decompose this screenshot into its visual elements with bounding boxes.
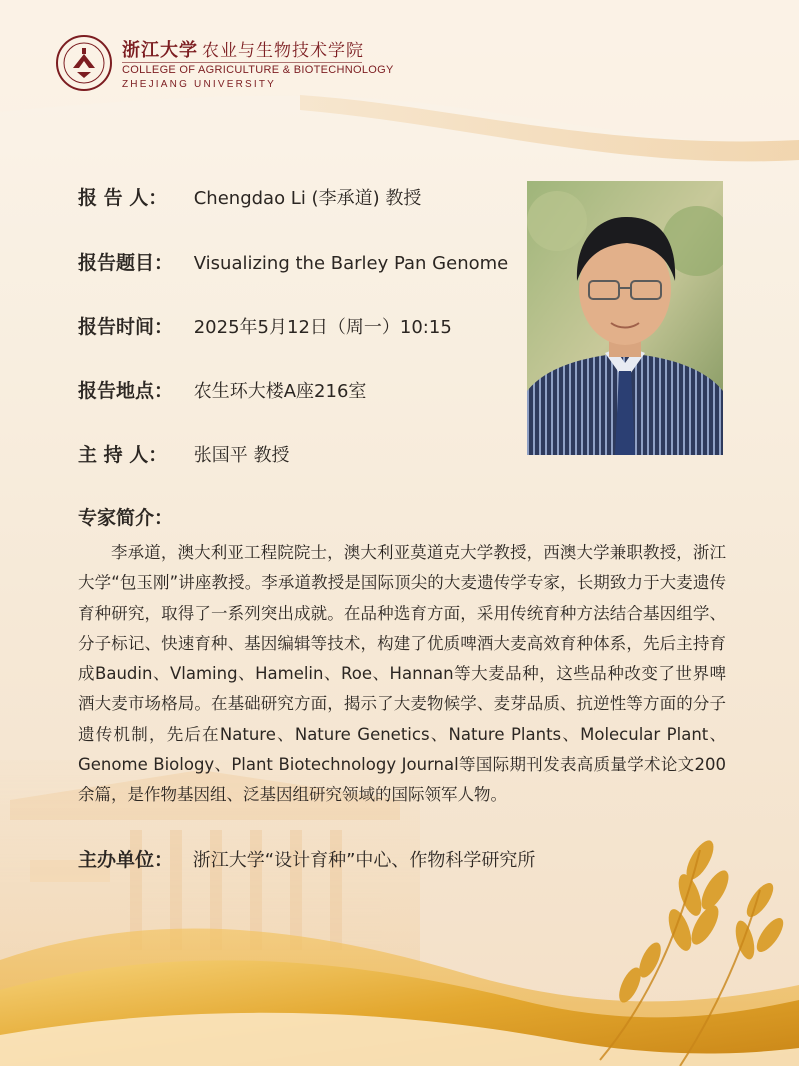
university-logo	[55, 34, 113, 92]
location-value: 农生环大楼A座216室	[193, 381, 367, 402]
organizer-label: 主办单位：	[78, 849, 174, 871]
header-title-cn	[122, 36, 364, 62]
title-row	[78, 248, 508, 275]
host-row	[78, 440, 289, 467]
title-value: Visualizing the Barley Pan Genome	[193, 253, 509, 274]
location-row	[78, 376, 366, 403]
university-name-cn: 浙江大学	[122, 40, 198, 61]
time-row	[78, 312, 452, 339]
title-label: 报告题目：	[78, 252, 174, 274]
speaker-row	[78, 183, 421, 210]
university-name-en: ZHEJIANG UNIVERSITY	[122, 79, 277, 90]
organizer-value: 浙江大学“设计育种”中心、作物科学研究所	[192, 850, 536, 871]
time-value: 2025年5月12日（周一）10:15	[193, 317, 452, 338]
school-name-cn: 农业与生物技术学院	[202, 41, 364, 61]
location-label: 报告地点：	[78, 380, 174, 402]
host-value: 张国平 教授	[193, 445, 290, 466]
speaker-photo	[527, 181, 723, 455]
speaker-biography: 李承道，澳大利亚工程院院士，澳大利亚莫道克大学教授，西澳大学兼职教授，浙江大学“包玉刚”讲座教授。李承道教授是国际顶尖的大麦遗传学专家，长期致力于大麦遗传育种研究，取得了一系列突出成就。在品种选育方面，采用传统育种方法结合基因组学、分子标记、快速育种、基因编辑等技术，构建了优质啤酒大麦高效育种体系，先后主持育成Baudin、Vlaming、Hamelin、Roe、Hannan等大麦品种，这些品种改变了世界啤酒大麦市场格局。在基础研究方面，揭示了大麦物候学、麦芽品质、抗逆性等方面的分子遗传机制，先后在Nature、Nature Genetics、Nature Plants、Molecular Plant、Genome Biology、Plant Biotechnology Journal等国际期刊发表高质量学术论文200余篇，是作物基因组、泛基因组研究领域的国际领军人物。	[78, 543, 726, 805]
intro-heading: 专家简介：	[78, 507, 174, 529]
speaker-label: 报 告 人：	[78, 187, 168, 209]
header-divider	[122, 62, 362, 63]
host-label: 主 持 人：	[78, 444, 168, 466]
speaker-value: Chengdao Li (李承道) 教授	[193, 188, 422, 209]
time-label: 报告时间：	[78, 316, 174, 338]
school-name-en: COLLEGE OF AGRICULTURE & BIOTECHNOLOGY	[122, 64, 394, 76]
organizer-row	[78, 845, 535, 872]
